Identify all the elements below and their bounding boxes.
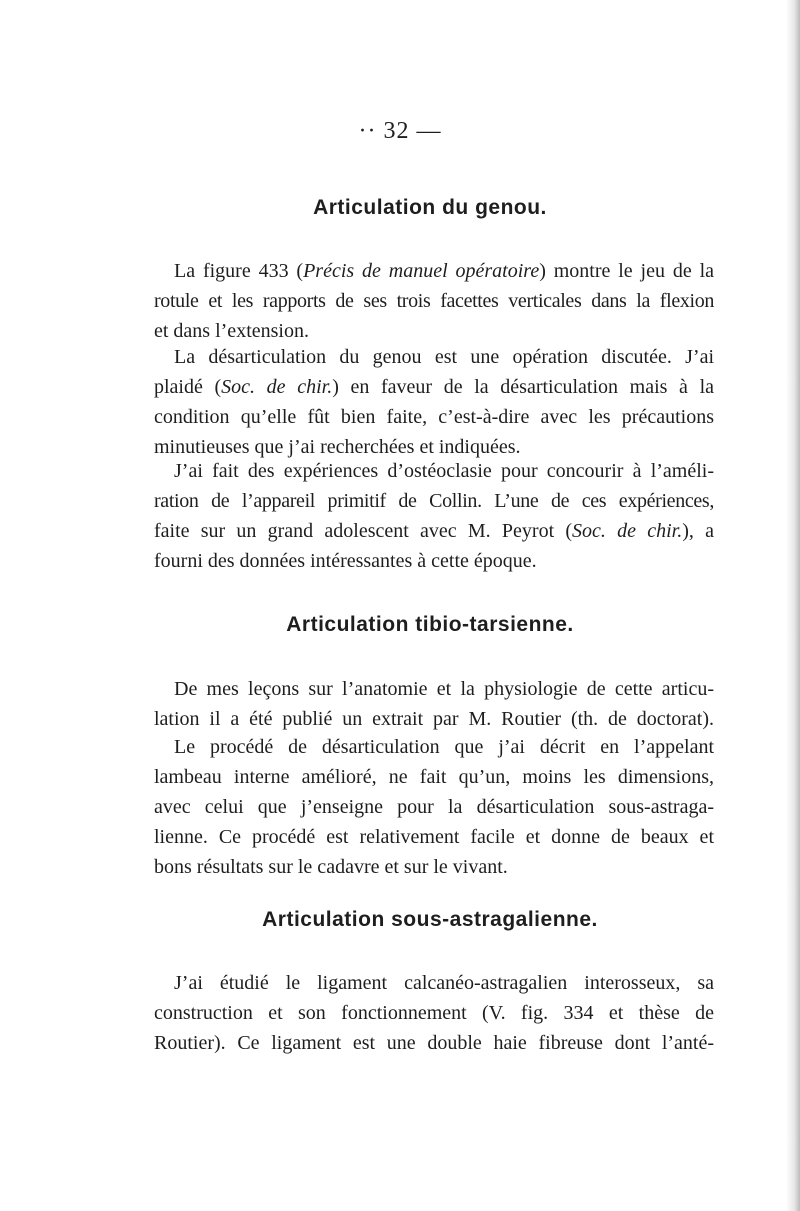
- paragraph-genou-3: [154, 456, 714, 576]
- section-heading-sous-astragalienne: Articulation sous-astragalienne.: [262, 908, 598, 931]
- line-text: fourni des données intéressantes à cette époque.: [154, 550, 537, 572]
- line-text: lienne. Ce procédé est relativement facile et donne de beaux et: [154, 826, 714, 848]
- line-text: construction et son fonctionnement (V. fig. 334 et thèse de: [154, 1002, 714, 1024]
- line-text: rotule et les rapports de ses trois facettes verticales dans la flexion: [154, 290, 714, 312]
- text-line: [154, 704, 714, 734]
- text-line: [154, 674, 714, 704]
- page-number: ·· 32 —: [358, 118, 442, 144]
- text-line: [154, 998, 714, 1028]
- line-text: Le procédé de désarticulation que j’ai décrit en l’appelant: [174, 736, 714, 758]
- line-text: Routier). Ce ligament est une double haie fibreuse dont l’anté-: [154, 1032, 714, 1054]
- line-text: La figure 433 (Précis de manuel opératoire) montre le jeu de la: [174, 260, 714, 282]
- line-text: avec celui que j’enseigne pour la désarticulation sous-astraga-: [154, 796, 714, 818]
- text-line: [154, 968, 714, 998]
- paragraph-tibio-2: [154, 732, 714, 882]
- text-line: [154, 486, 714, 516]
- line-text: La désarticulation du genou est une opération discutée. J’ai: [174, 346, 714, 368]
- text-line: [154, 792, 714, 822]
- line-text: et dans l’extension.: [154, 320, 309, 342]
- text-line: [154, 342, 714, 372]
- text-line: [154, 732, 714, 762]
- line-text: minutieuses que j’ai recherchées et indiquées.: [154, 436, 521, 458]
- paragraph-genou-1: [154, 256, 714, 346]
- line-text: plaidé (Soc. de chir.) en faveur de la désarticulation mais à la: [154, 376, 715, 398]
- text-line: [154, 852, 714, 882]
- line-text: lambeau interne amélioré, ne fait qu’un, moins les dimensions,: [154, 766, 714, 788]
- line-text: De mes leçons sur l’anatomie et la physiologie de cette articu-: [174, 678, 714, 700]
- text-line: [154, 286, 714, 316]
- text-line: [154, 516, 714, 546]
- section-heading-genou: Articulation du genou.: [313, 196, 547, 219]
- text-line: [154, 256, 714, 286]
- paragraph-genou-2: [154, 342, 714, 462]
- page-edge-shadow: [786, 0, 800, 1211]
- line-text: ration de l’appareil primitif de Collin. L’une de ces expériences,: [154, 490, 714, 512]
- text-line: [154, 822, 714, 852]
- line-text: lation il a été publié un extrait par M. Routier (th. de doctorat).: [154, 708, 714, 730]
- text-line: [154, 402, 714, 432]
- text-line: [154, 372, 714, 402]
- section-heading-tibio-tarsienne: Articulation tibio-tarsienne.: [286, 613, 574, 636]
- text-line: [154, 456, 714, 486]
- text-line: [154, 1028, 714, 1058]
- paragraph-sous-astragalienne-1: [154, 968, 714, 1058]
- line-text: J’ai fait des expériences d’ostéoclasie pour concourir à l’améli-: [174, 460, 714, 482]
- text-line: [154, 546, 714, 576]
- text-line: [154, 762, 714, 792]
- line-text: bons résultats sur le cadavre et sur le vivant.: [154, 856, 508, 878]
- paragraph-tibio-1: [154, 674, 714, 734]
- line-text: condition qu’elle fût bien faite, c’est-à-dire avec les précautions: [154, 406, 714, 428]
- line-text: J’ai étudié le ligament calcanéo-astragalien interosseux, sa: [174, 972, 714, 994]
- line-text: faite sur un grand adolescent avec M. Peyrot (Soc. de chir.), a: [154, 520, 714, 542]
